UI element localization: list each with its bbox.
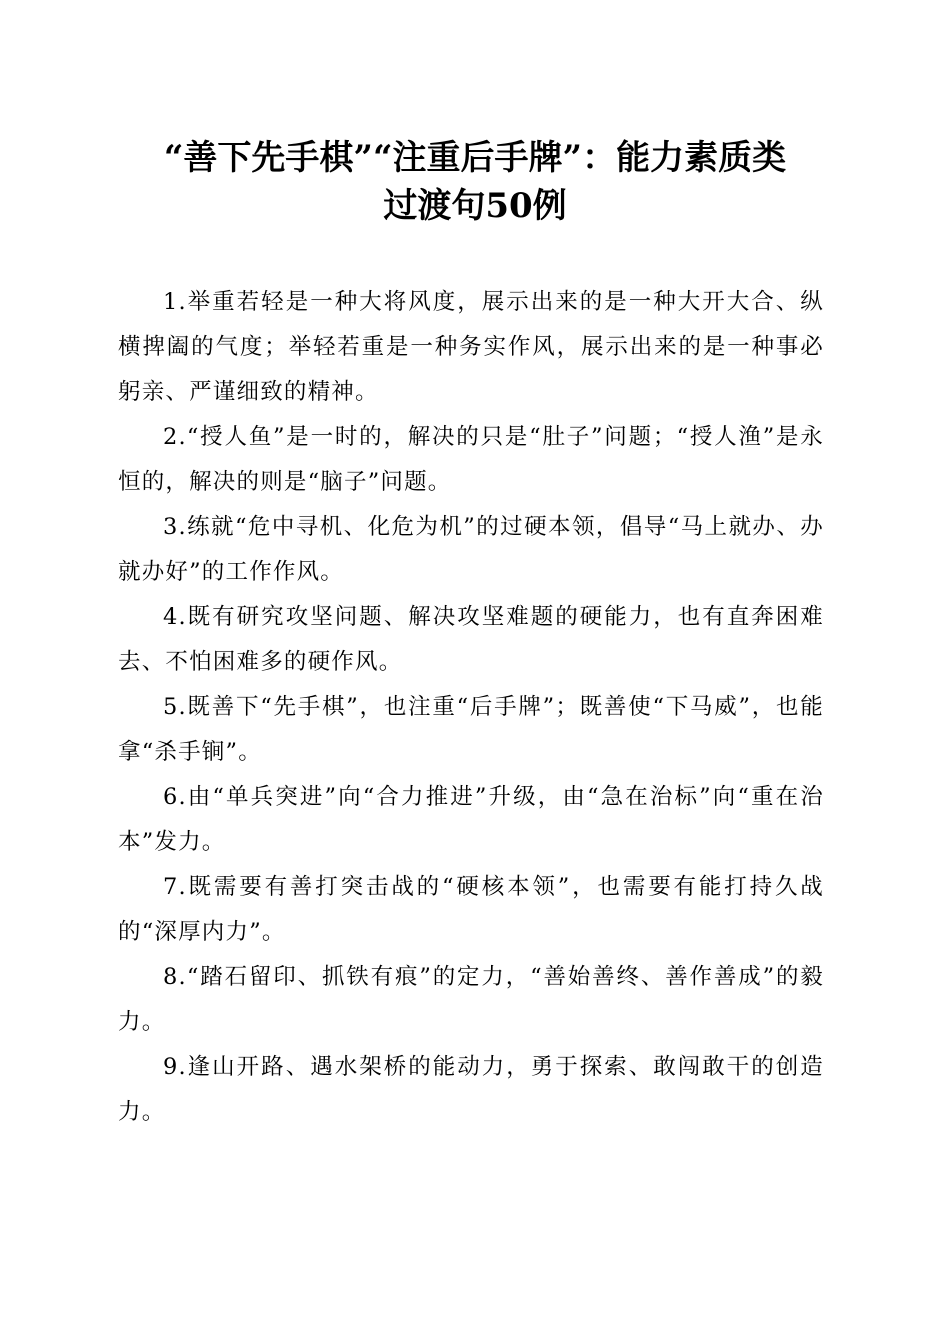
document-body — [118, 280, 824, 1135]
paragraph-1: 1.举重若轻是一种大将风度，展示出来的是一种大开大合、纵横捭阖的气度；举轻若重是一种务实作风，展示出来的是一种事必躬亲、严谨细致的精神。 — [118, 289, 824, 405]
title-line-1: “善下先手棋”“注重后手牌”：能力素质类 — [163, 138, 787, 178]
document-title — [100, 134, 850, 230]
paragraph-7: 7.既需要有善打突击战的“硬核本领”，也需要有能打持久战的“深厚内力”。 — [118, 874, 824, 945]
paragraph-9: 9.逢山开路、遇水架桥的能动力，勇于探索、敢闯敢干的创造力。 — [118, 1054, 824, 1125]
paragraph-3: 3.练就“危中寻机、化危为机”的过硬本领，倡导“马上就办、办就办好”的工作作风。 — [118, 514, 824, 585]
paragraph-5: 5.既善下“先手棋”，也注重“后手牌”；既善使“下马威”，也能拿“杀手锏”。 — [118, 694, 824, 765]
paragraph-8: 8.“踏石留印、抓铁有痕”的定力，“善始善终、善作善成”的毅力。 — [118, 964, 824, 1035]
paragraph-6: 6.由“单兵突进”向“合力推进”升级，由“急在治标”向“重在治本”发力。 — [118, 784, 824, 855]
title-line-2: 过渡句50例 — [383, 186, 567, 226]
paragraph-2: 2.“授人鱼”是一时的，解决的只是“肚子”问题；“授人渔”是永恒的，解决的则是“脑子”问题。 — [118, 424, 824, 495]
paragraph-4: 4.既有研究攻坚问题、解决攻坚难题的硬能力，也有直奔困难去、不怕困难多的硬作风。 — [118, 604, 824, 675]
